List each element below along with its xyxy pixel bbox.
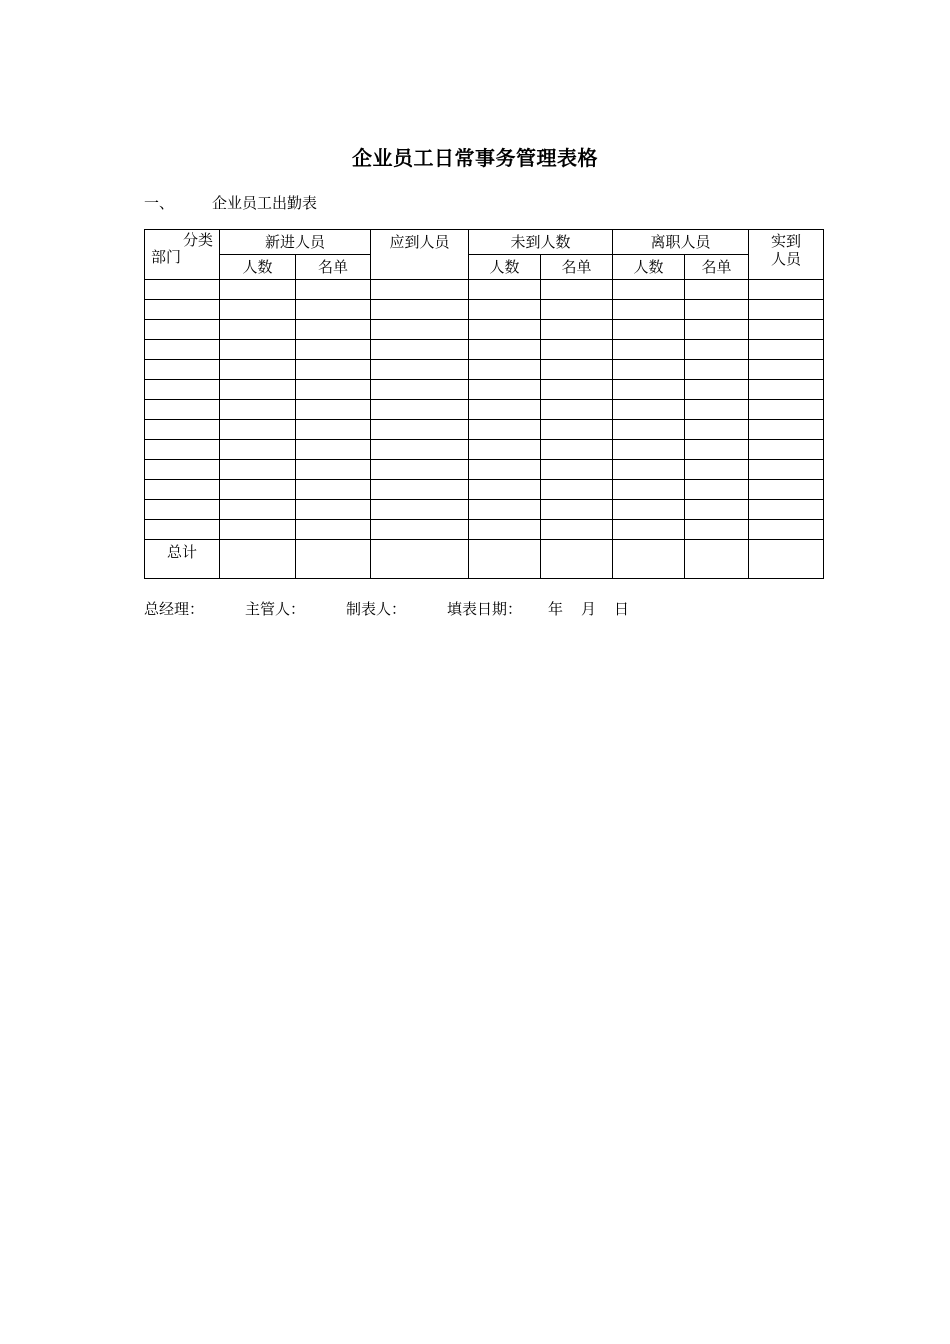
table-cell[interactable] <box>469 460 541 480</box>
table-cell[interactable] <box>220 400 296 420</box>
table-cell[interactable] <box>220 420 296 440</box>
table-cell[interactable] <box>685 340 749 360</box>
table-cell[interactable] <box>220 300 296 320</box>
table-cell[interactable] <box>541 320 613 340</box>
sub-new-count: 人数 <box>220 255 296 280</box>
header-departed-staff: 离职人员 <box>613 230 749 255</box>
table-cell[interactable] <box>220 500 296 520</box>
table-cell[interactable] <box>145 500 220 520</box>
table-cell[interactable] <box>469 380 541 400</box>
table-row <box>145 380 824 400</box>
table-cell[interactable] <box>371 520 469 540</box>
table-cell[interactable] <box>469 300 541 320</box>
header-actual-line2: 人员 <box>770 250 801 268</box>
table-cell[interactable] <box>749 500 824 520</box>
table-cell[interactable] <box>145 380 220 400</box>
footer-month: 月 <box>581 600 597 618</box>
table-cell[interactable] <box>145 460 220 480</box>
table-cell[interactable] <box>371 320 469 340</box>
table-cell[interactable] <box>685 280 749 300</box>
total-label: 总计 <box>145 540 220 579</box>
table-cell[interactable] <box>145 520 220 540</box>
total-cell[interactable] <box>685 540 749 579</box>
table-cell[interactable] <box>613 480 685 500</box>
footer-supervisor: 主管人： <box>245 600 306 618</box>
table-row <box>145 280 824 300</box>
table-cell[interactable] <box>613 380 685 400</box>
table-cell[interactable] <box>145 480 220 500</box>
table-cell[interactable] <box>145 280 220 300</box>
table-cell[interactable] <box>613 460 685 480</box>
table-cell[interactable] <box>541 420 613 440</box>
table-cell[interactable] <box>613 500 685 520</box>
table-cell[interactable] <box>145 420 220 440</box>
table-cell[interactable] <box>371 420 469 440</box>
table-cell[interactable] <box>296 320 371 340</box>
total-cell[interactable] <box>541 540 613 579</box>
table-cell[interactable] <box>613 520 685 540</box>
table-cell[interactable] <box>613 360 685 380</box>
table-cell[interactable] <box>469 340 541 360</box>
table-cell[interactable] <box>613 420 685 440</box>
total-cell[interactable] <box>220 540 296 579</box>
footer-day: 日 <box>614 600 630 618</box>
table-cell[interactable] <box>685 300 749 320</box>
table-cell[interactable] <box>371 400 469 420</box>
table-cell[interactable] <box>541 480 613 500</box>
table-cell[interactable] <box>220 320 296 340</box>
table-row <box>145 320 824 340</box>
table-cell[interactable] <box>541 300 613 320</box>
section-heading <box>144 192 317 213</box>
table-cell[interactable] <box>145 360 220 380</box>
table-cell[interactable] <box>371 340 469 360</box>
sub-new-names: 名单 <box>296 255 371 280</box>
total-cell[interactable] <box>469 540 541 579</box>
table-cell[interactable] <box>685 420 749 440</box>
table-cell[interactable] <box>685 400 749 420</box>
table-cell[interactable] <box>541 400 613 420</box>
table-row <box>145 520 824 540</box>
table-cell[interactable] <box>371 300 469 320</box>
signature-footer <box>144 598 629 619</box>
table-row <box>145 400 824 420</box>
table-cell[interactable] <box>749 360 824 380</box>
table-cell[interactable] <box>371 380 469 400</box>
sub-absent-names: 名单 <box>541 255 613 280</box>
table-cell[interactable] <box>613 320 685 340</box>
table-cell[interactable] <box>685 380 749 400</box>
header-should-arrive: 应到人员 <box>371 230 469 280</box>
header-category: 分类 <box>182 231 213 249</box>
table-cell[interactable] <box>685 360 749 380</box>
table-cell[interactable] <box>371 280 469 300</box>
table-cell[interactable] <box>145 440 220 460</box>
table-cell[interactable] <box>541 360 613 380</box>
table-cell[interactable] <box>371 500 469 520</box>
table-cell[interactable] <box>220 380 296 400</box>
table-cell[interactable] <box>749 280 824 300</box>
table-cell[interactable] <box>371 360 469 380</box>
table-cell[interactable] <box>613 400 685 420</box>
total-cell[interactable] <box>613 540 685 579</box>
table-cell[interactable] <box>685 500 749 520</box>
table-cell[interactable] <box>371 440 469 460</box>
attendance-table <box>144 229 824 579</box>
table-cell[interactable] <box>220 340 296 360</box>
table-cell[interactable] <box>749 320 824 340</box>
table-cell[interactable] <box>685 320 749 340</box>
table-cell[interactable] <box>371 460 469 480</box>
table-cell[interactable] <box>145 400 220 420</box>
table-cell[interactable] <box>541 280 613 300</box>
table-cell[interactable] <box>469 420 541 440</box>
table-cell[interactable] <box>469 320 541 340</box>
table-row <box>145 440 824 460</box>
footer-general-manager: 总经理： <box>144 600 205 618</box>
table-cell[interactable] <box>220 480 296 500</box>
sub-absent-count: 人数 <box>469 255 541 280</box>
table-cell[interactable] <box>145 340 220 360</box>
header-actual-arrived <box>749 230 824 280</box>
table-row <box>145 500 824 520</box>
table-row <box>145 360 824 380</box>
table-cell[interactable] <box>296 460 371 480</box>
table-cell[interactable] <box>469 520 541 540</box>
header-department: 部门 <box>151 248 182 266</box>
table-cell[interactable] <box>220 520 296 540</box>
table-cell[interactable] <box>469 360 541 380</box>
table-cell[interactable] <box>613 340 685 360</box>
table-cell[interactable] <box>296 480 371 500</box>
table-cell[interactable] <box>541 440 613 460</box>
table-row <box>145 340 824 360</box>
total-cell[interactable] <box>749 540 824 579</box>
table-cell[interactable] <box>541 380 613 400</box>
total-cell[interactable] <box>296 540 371 579</box>
footer-table-maker: 制表人： <box>346 600 407 618</box>
table-row <box>145 420 824 440</box>
sub-departed-count: 人数 <box>613 255 685 280</box>
table-cell[interactable] <box>296 400 371 420</box>
table-cell[interactable] <box>749 380 824 400</box>
header-new-staff: 新进人员 <box>220 230 371 255</box>
table-cell[interactable] <box>541 340 613 360</box>
table-cell[interactable] <box>613 300 685 320</box>
section-name: 企业员工出勤表 <box>212 194 318 212</box>
table-cell[interactable] <box>749 520 824 540</box>
table-row <box>145 480 824 500</box>
table-row <box>145 460 824 480</box>
table-cell[interactable] <box>613 440 685 460</box>
table-cell[interactable] <box>749 440 824 460</box>
footer-fill-date: 填表日期： <box>447 600 523 618</box>
table-cell[interactable] <box>469 280 541 300</box>
table-cell[interactable] <box>296 340 371 360</box>
section-number: 一、 <box>144 194 175 212</box>
table-cell[interactable] <box>296 420 371 440</box>
table-cell[interactable] <box>145 300 220 320</box>
table-cell[interactable] <box>296 440 371 460</box>
table-cell[interactable] <box>469 440 541 460</box>
table-cell[interactable] <box>296 280 371 300</box>
table-cell[interactable] <box>220 280 296 300</box>
sub-departed-names: 名单 <box>685 255 749 280</box>
table-cell[interactable] <box>749 460 824 480</box>
table-cell[interactable] <box>749 300 824 320</box>
table-cell[interactable] <box>371 480 469 500</box>
table-cell[interactable] <box>296 300 371 320</box>
table-cell[interactable] <box>469 500 541 520</box>
table-cell[interactable] <box>469 480 541 500</box>
table-cell[interactable] <box>613 280 685 300</box>
table-cell[interactable] <box>685 460 749 480</box>
table-cell[interactable] <box>145 320 220 340</box>
table-cell[interactable] <box>220 440 296 460</box>
header-corner-cell <box>145 230 220 280</box>
table-cell[interactable] <box>685 520 749 540</box>
table-cell[interactable] <box>749 480 824 500</box>
table-cell[interactable] <box>220 360 296 380</box>
table-cell[interactable] <box>749 340 824 360</box>
table-cell[interactable] <box>541 520 613 540</box>
table-cell[interactable] <box>541 500 613 520</box>
table-cell[interactable] <box>220 460 296 480</box>
page-title: 企业员工日常事务管理表格 <box>352 146 598 170</box>
table-cell[interactable] <box>296 360 371 380</box>
table-row <box>145 300 824 320</box>
table-cell[interactable] <box>749 400 824 420</box>
table-cell[interactable] <box>469 400 541 420</box>
header-actual-line1: 实到 <box>770 232 801 250</box>
table-cell[interactable] <box>749 420 824 440</box>
table-cell[interactable] <box>685 480 749 500</box>
header-absent: 未到人数 <box>469 230 613 255</box>
table-cell[interactable] <box>296 520 371 540</box>
table-cell[interactable] <box>685 440 749 460</box>
total-cell[interactable] <box>371 540 469 579</box>
table-cell[interactable] <box>296 500 371 520</box>
table-cell[interactable] <box>296 380 371 400</box>
table-cell[interactable] <box>541 460 613 480</box>
footer-year: 年 <box>548 600 564 618</box>
